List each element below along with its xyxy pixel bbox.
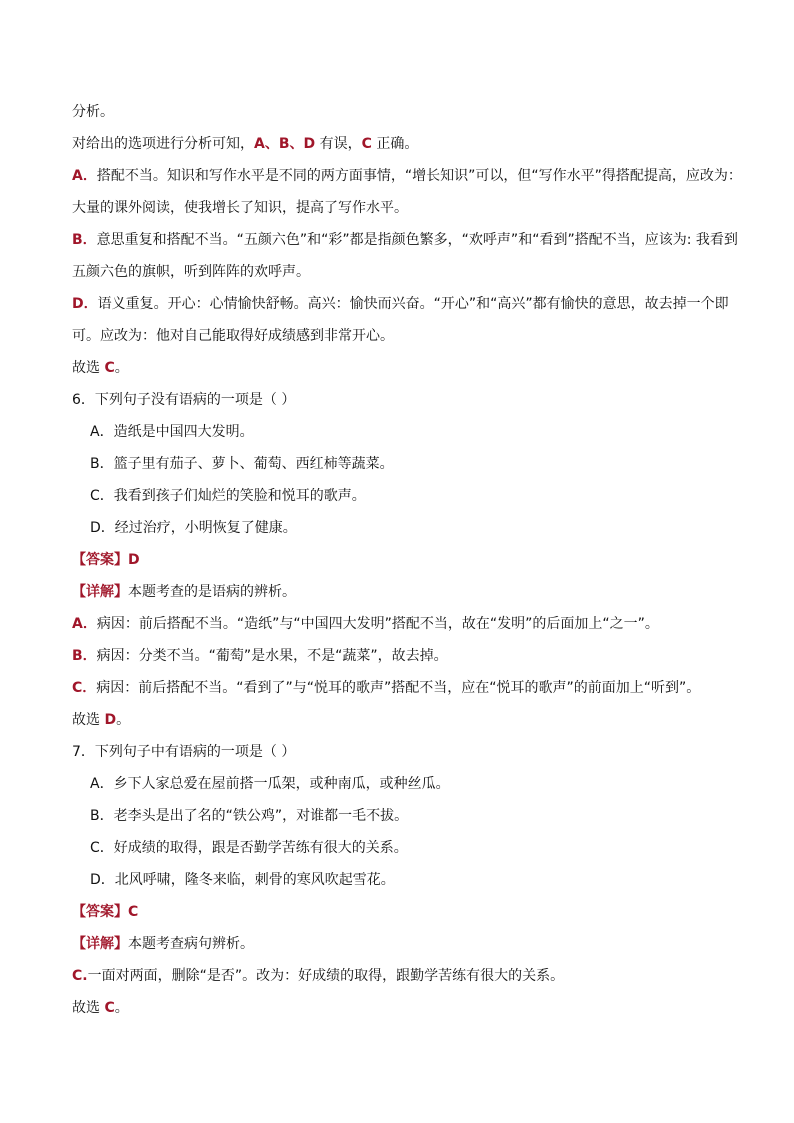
- answer-tag: 【答案】: [72, 552, 128, 568]
- question-6-option-c: C．我看到孩子们灿烂的笑脸和悦耳的歌声。: [90, 488, 366, 504]
- text-line: 对给出的选项进行分析可知，A、B、D 有误，C 正确。: [72, 136, 419, 152]
- option-letters: C: [361, 136, 372, 152]
- option-letter: D: [104, 712, 117, 728]
- question-6-option-d: D．经过治疗，小明恢复了健康。: [90, 520, 297, 536]
- question-7-explain-c: C.一面对两面，删除“是否”。改为：好成绩的取得，跟勤学苦练有很大的关系。: [72, 968, 565, 984]
- question-7-option-d: D．北风呼啸，隆冬来临，刺骨的寒风吹起雪花。: [90, 872, 395, 888]
- answer-tag: 【答案】: [72, 904, 128, 920]
- option-label: A．: [72, 168, 97, 184]
- question-6-explain-a: A．病因：前后搭配不当。“造纸”与“中国四大发明”搭配不当，故在“发明”的后面加上“之一”。: [72, 616, 659, 632]
- question-6-stem: 6．下列句子没有语病的一项是（ ）: [72, 392, 296, 408]
- option-label: B．: [72, 648, 97, 664]
- text-line: 五颜六色的旗帜，听到阵阵的欢呼声。: [72, 264, 310, 280]
- question-7-option-a: A．乡下人家总爱在屋前搭一瓜架，或种南瓜，或种丝瓜。: [90, 776, 450, 792]
- question-7-stem: 7．下列句子中有语病的一项是（ ）: [72, 744, 296, 760]
- question-6-explain-b: B．病因：分类不当。“葡萄”是水果，不是“蔬菜”，故去掉。: [72, 648, 448, 664]
- text-line: 可。应改为：他对自己能取得好成绩感到非常开心。: [72, 328, 394, 344]
- text-line: B．意思重复和搭配不当。“五颜六色”和“彩”都是指颜色繁多，“欢呼声”和“看到”搭配不当，应该为: 我看到: [72, 232, 738, 248]
- detail-tag: 【详解】: [72, 584, 128, 600]
- option-label: C.: [72, 968, 88, 984]
- text-line: 分析。: [72, 104, 114, 120]
- question-6-explain-c: C．病因：前后搭配不当。“看到了”与“悦耳的歌声”搭配不当，应在“悦耳的歌声”的前面加上“听到”。: [72, 680, 701, 696]
- option-letter: C: [104, 1000, 115, 1016]
- question-6-detail: 【详解】本题考查的是语病的辨析。: [72, 584, 296, 600]
- question-6-conclusion: 故选 D。: [72, 712, 131, 728]
- detail-tag: 【详解】: [72, 936, 128, 952]
- option-label: C．: [72, 680, 97, 696]
- option-label: D．: [72, 296, 98, 312]
- text-line: A．搭配不当。知识和写作水平是不同的两方面事情，“增长知识”可以，但“写作水平”得搭配提高，应改为：: [72, 168, 742, 184]
- option-letters: A、B、D: [254, 136, 316, 152]
- question-7-answer: [72, 902, 737, 922]
- text-line: D．语义重复。开心：心情愉快舒畅。高兴：愉快而兴奋。“开心”和“高兴”都有愉快的意思，故去掉一个即: [72, 296, 729, 312]
- text-line: 大量的课外阅读，使我增长了知识，提高了写作水平。: [72, 200, 408, 216]
- question-7-detail: 【详解】本题考查病句辨析。: [72, 936, 254, 952]
- question-7-conclusion: 故选 C。: [72, 1000, 129, 1016]
- question-7-option-c: C．好成绩的取得，跟是否勤学苦练有很大的关系。: [90, 840, 408, 856]
- answer-value: C: [128, 904, 139, 920]
- option-letter: C: [104, 360, 115, 376]
- question-6-answer: [72, 550, 737, 570]
- option-label: A．: [72, 616, 97, 632]
- question-7-option-b: B．老李头是出了名的“铁公鸡”，对谁都一毛不拔。: [90, 808, 409, 824]
- option-label: B．: [72, 232, 97, 248]
- answer-value: D: [128, 552, 140, 568]
- conclusion-line: 故选 C。: [72, 360, 129, 376]
- question-6-option-a: A．造纸是中国四大发明。: [90, 424, 254, 440]
- question-6-option-b: B．篮子里有茄子、萝卜、葡萄、西红柿等蔬菜。: [90, 456, 394, 472]
